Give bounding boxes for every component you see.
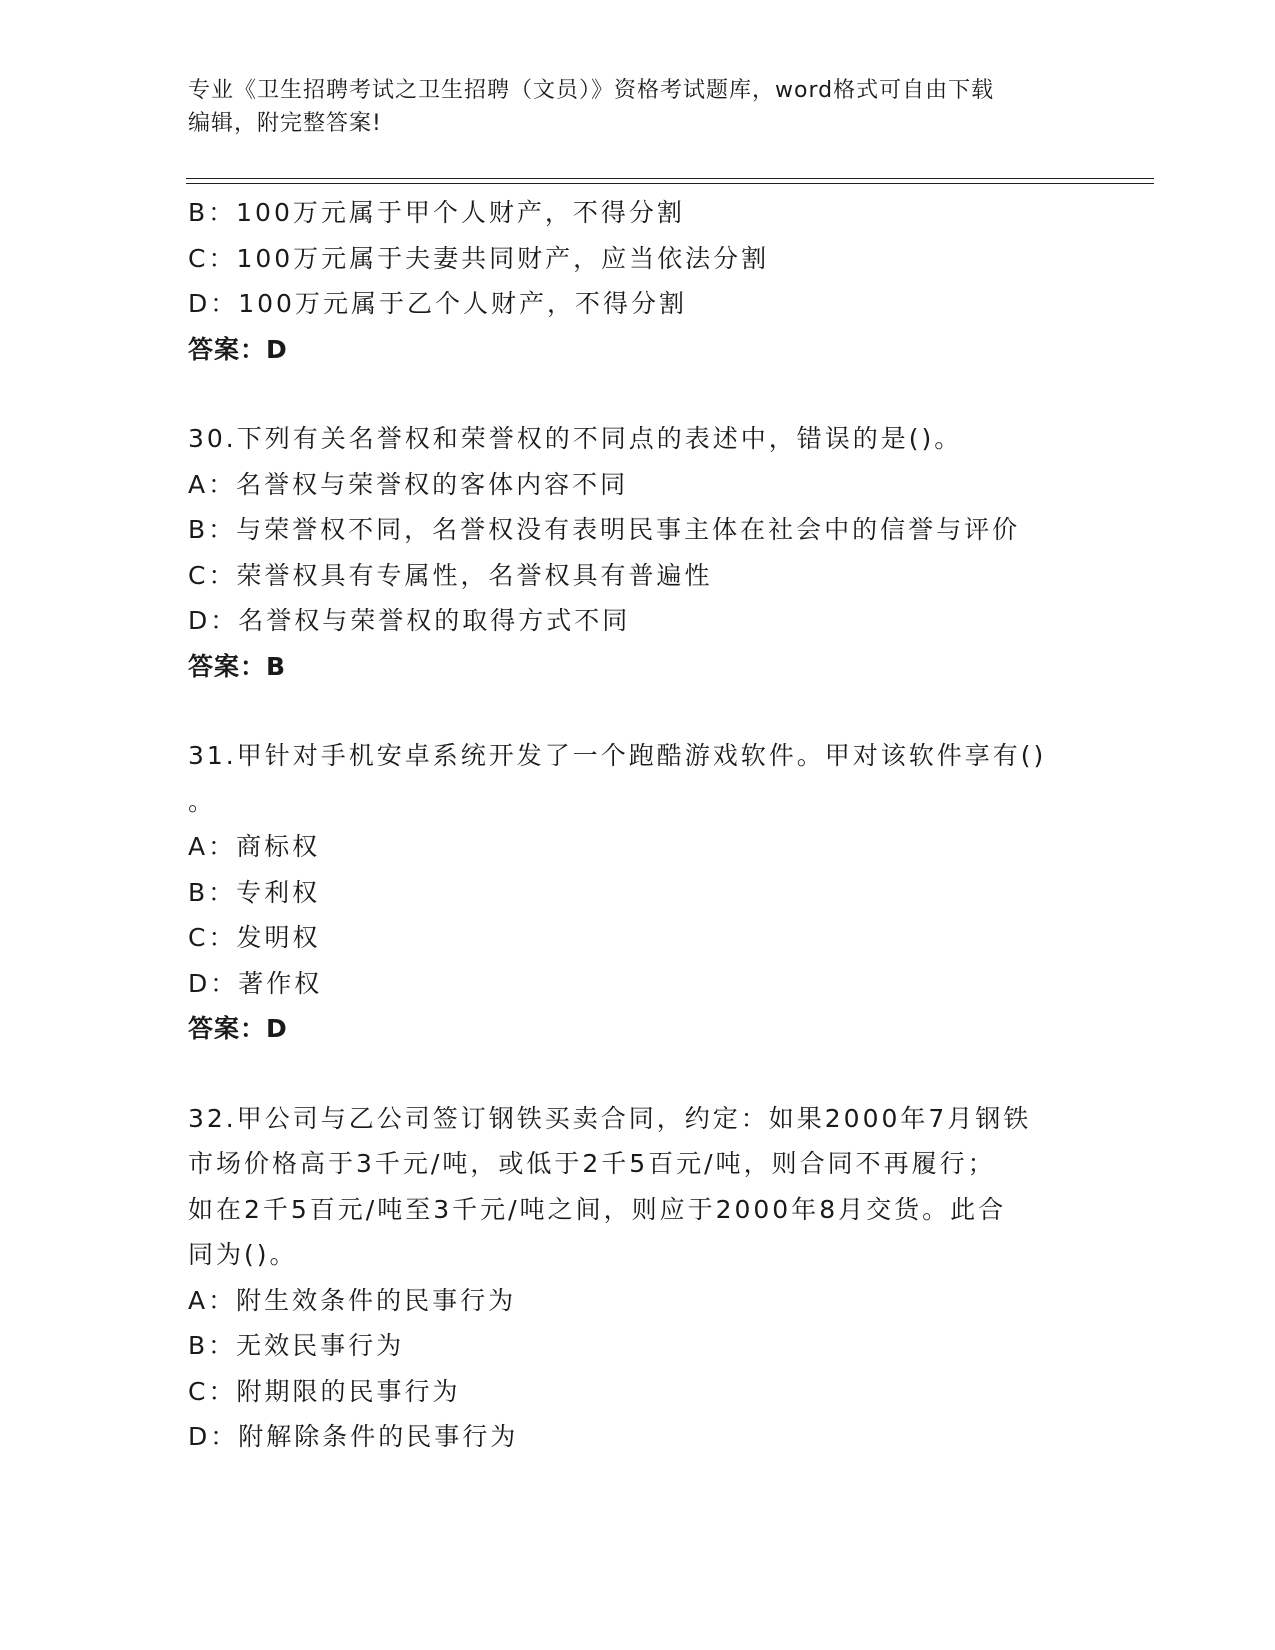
option-a: A：商标权 xyxy=(188,832,321,861)
option-b: B：100万元属于甲个人财产，不得分割 xyxy=(188,198,685,227)
option-b: B：无效民事行为 xyxy=(188,1331,405,1360)
option-c: C：荣誉权具有专属性，名誉权具有普遍性 xyxy=(188,560,713,590)
prev-question xyxy=(188,190,1088,372)
option-b: B：与荣誉权不同，名誉权没有表明民事主体在社会中的信誉与评价 xyxy=(188,515,1021,544)
question-content xyxy=(188,190,1088,1460)
option-a: A：附生效条件的民事行为 xyxy=(188,1285,517,1315)
option-d: D：著作权 xyxy=(188,968,323,998)
answer-label: 答案：D xyxy=(188,334,288,364)
header-line-2: 编辑，附完整答案! xyxy=(188,111,382,136)
question-stem: 30.下列有关名誉权和荣誉权的不同点的表述中，错误的是()。 xyxy=(188,424,963,453)
header-line-1: 专业《卫生招聘考试之卫生招聘（文员）》资格考试题库，word格式可自由下载 xyxy=(188,78,995,103)
option-d: D：100万元属于乙个人财产，不得分割 xyxy=(188,289,687,318)
question-stem-line-1: 32.甲公司与乙公司签订钢铁买卖合同，约定：如果2000年7月钢铁 xyxy=(188,1103,1032,1133)
option-a: A：名誉权与荣誉权的客体内容不同 xyxy=(188,469,629,499)
question-stem-line-1: 31.甲针对手机安卓系统开发了一个跑酷游戏软件。甲对该软件享有() xyxy=(188,741,1047,770)
option-c: C：100万元属于夫妻共同财产，应当依法分割 xyxy=(188,243,770,273)
question-30 xyxy=(188,416,1088,689)
answer-label: 答案：D xyxy=(188,1014,288,1043)
question-32 xyxy=(188,1096,1088,1460)
option-b: B：专利权 xyxy=(188,877,321,907)
question-stem-line-2: 。 xyxy=(188,786,217,816)
question-stem-line-4: 同为()。 xyxy=(188,1240,298,1269)
question-stem-line-2: 市场价格高于3千元/吨，或低于2千5百元/吨，则合同不再履行； xyxy=(188,1149,996,1178)
document-header xyxy=(188,74,1088,140)
option-d: D：附解除条件的民事行为 xyxy=(188,1422,519,1451)
header-rule-top xyxy=(186,178,1154,179)
header-rule-bottom xyxy=(186,183,1154,184)
answer-label: 答案：B xyxy=(188,651,287,681)
question-31 xyxy=(188,733,1088,1052)
question-stem-line-3: 如在2千5百元/吨至3千元/吨之间，则应于2000年8月交货。此合 xyxy=(188,1194,1007,1224)
option-d: D：名誉权与荣誉权的取得方式不同 xyxy=(188,606,631,635)
option-c: C：发明权 xyxy=(188,923,321,952)
option-c: C：附期限的民事行为 xyxy=(188,1376,461,1406)
